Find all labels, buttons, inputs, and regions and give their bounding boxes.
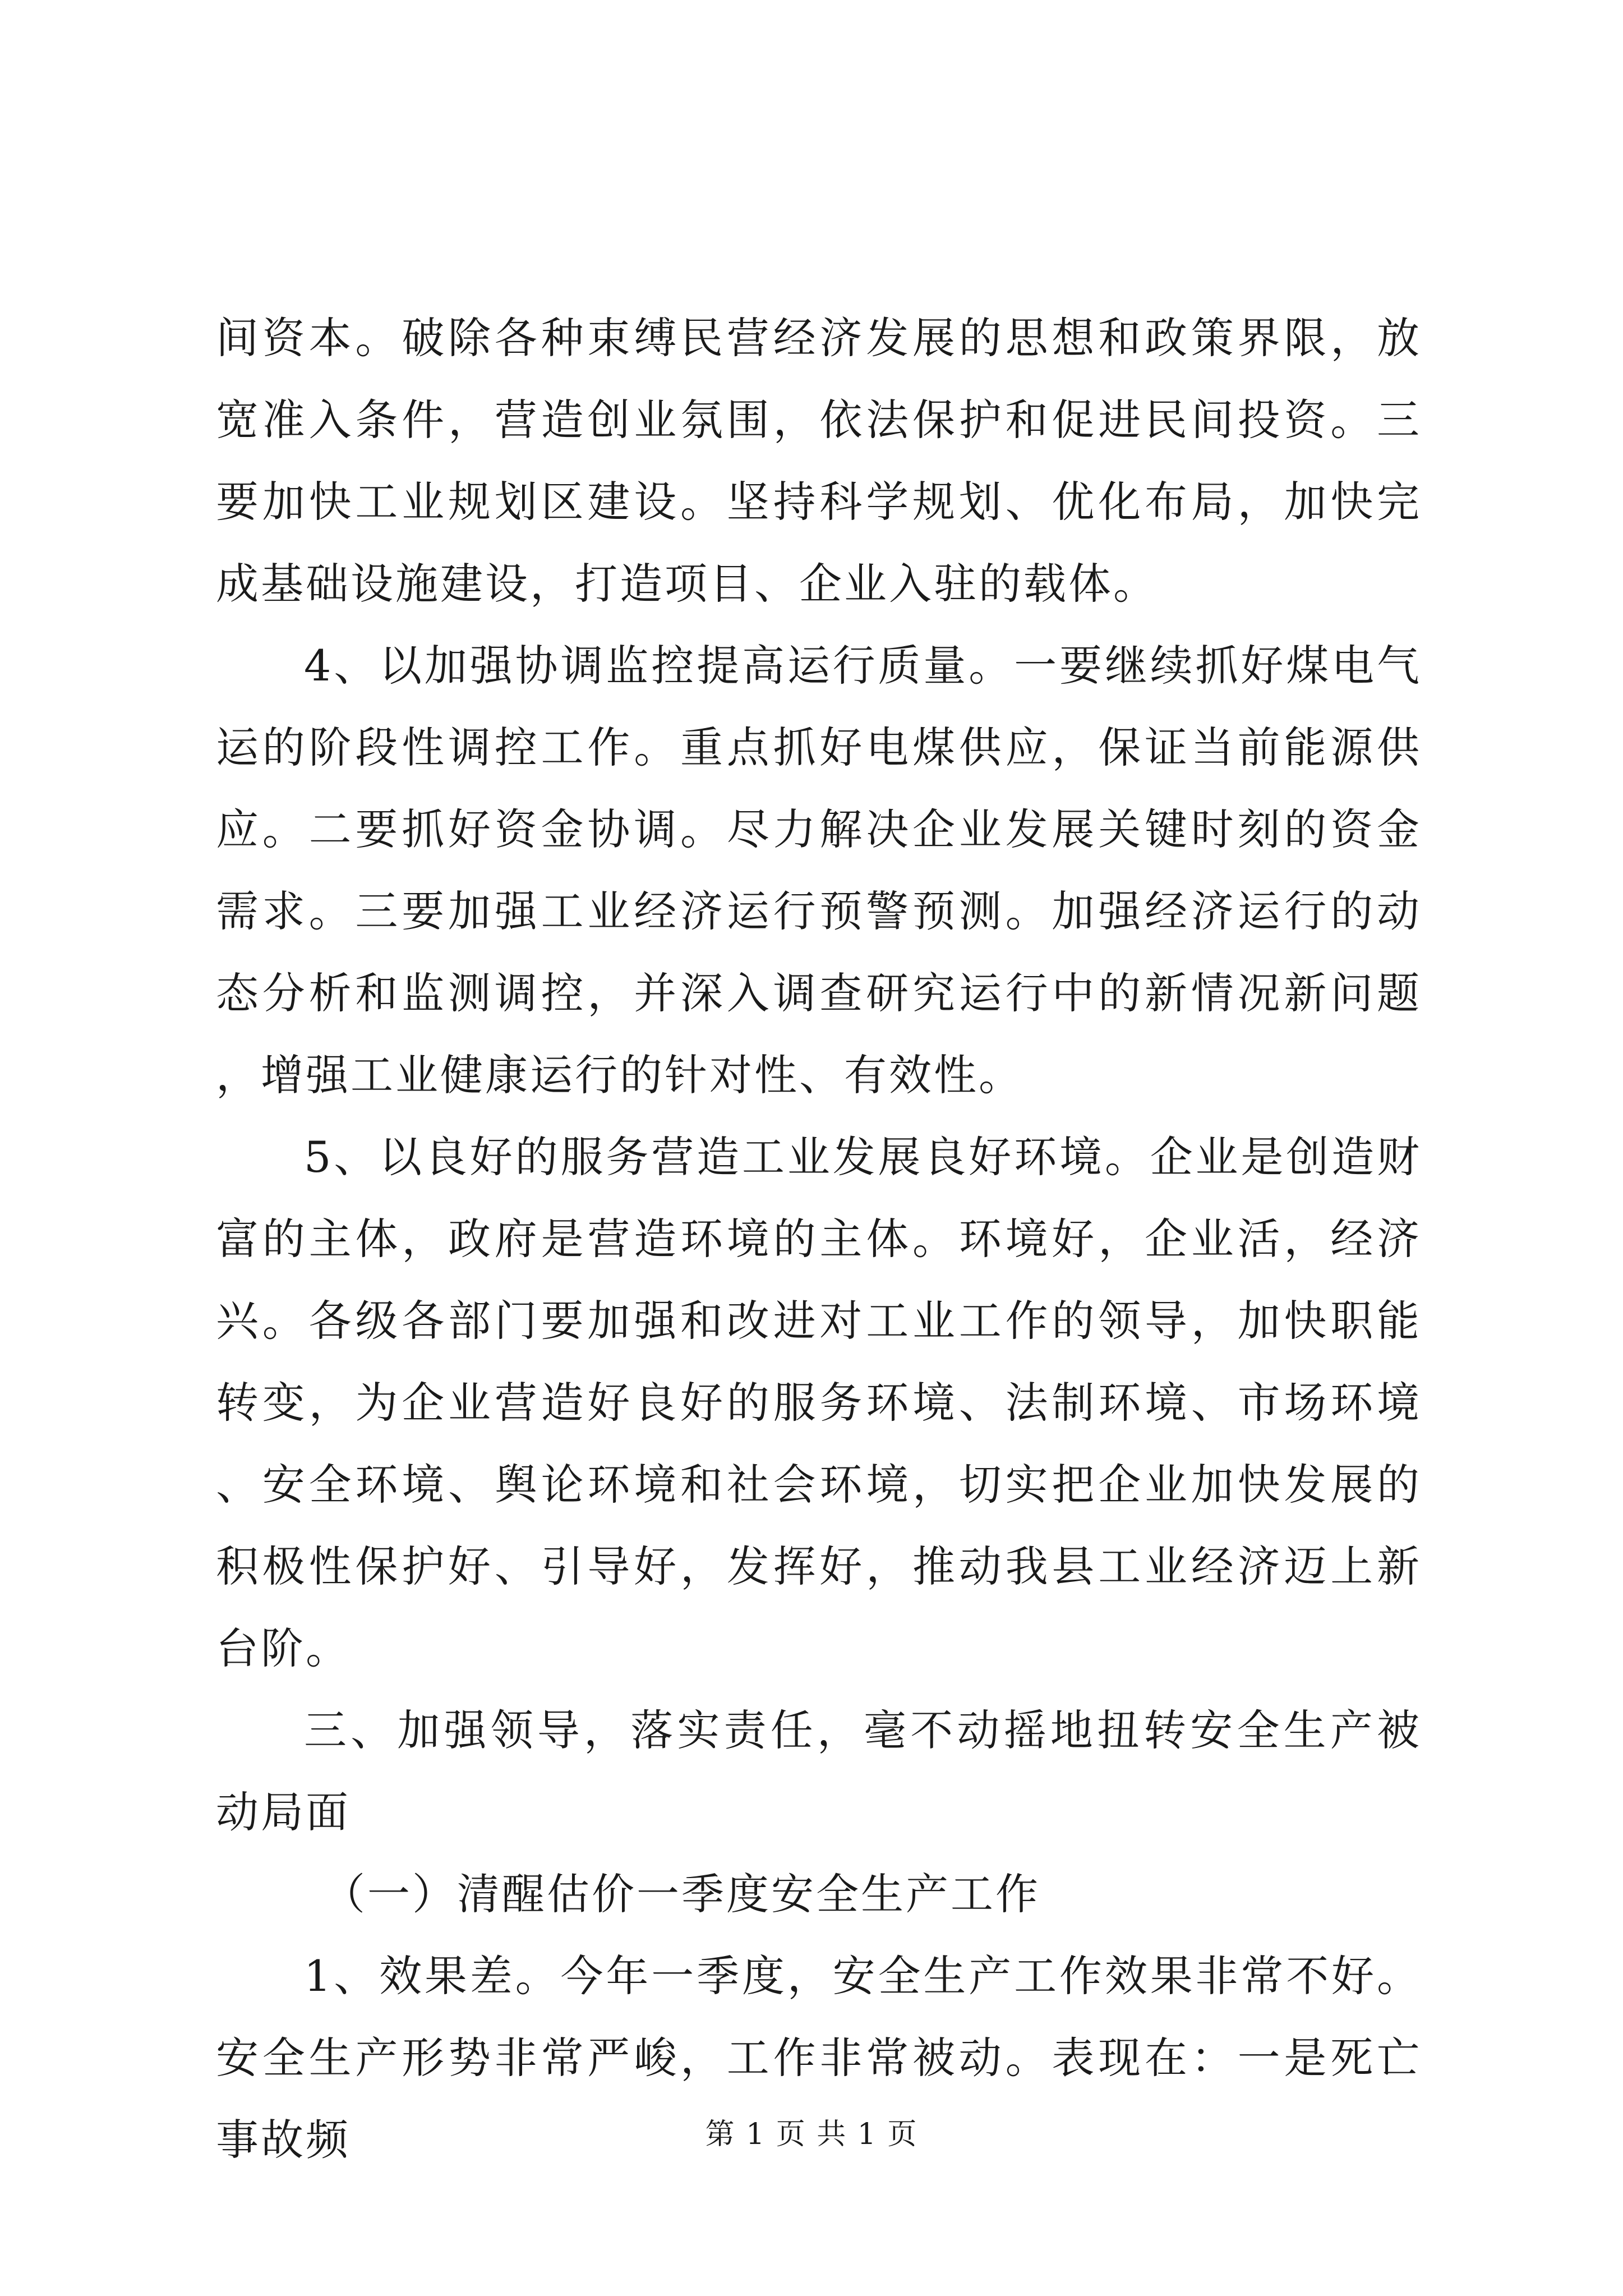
paragraph-continuation: 间资本。破除各种束缚民营经济发展的思想和政策界限，放宽准入条件，营造创业氛围，依法保护和促进民间投资。三要加快工业规划区建设。坚持科学规划、优化布局，加快完成基础设施建设，打造项目、企业入驻的载体。 [216,313,1422,609]
section-heading-3: 三、加强领导，落实责任，毫不动摇地扭转安全生产被动局面 [216,1705,1422,1837]
paragraph-item-4: 4、以加强协调监控提高运行质量。一要继续抓好煤电气运的阶段性调控工作。重点抓好电煤供应，保证当前能源供应。二要抓好资金协调。尽力解决企业发展关键时刻的资金需求。三要加强工业经济运行预警预测。加强经济运行的动态分析和监测调控，并深入调查研究运行中的新情况新问题，增强工业健康运行的针对性、有效性。 [216,641,1422,1100]
document-body [216,297,1422,2181]
paragraph-item-1: 1、效果差。今年一季度，安全生产工作效果非常不好。安全生产形势非常严峻，工作非常被动。表现在：一是死亡事故频 [216,1951,1422,2165]
subsection-heading-1: （一）清醒估价一季度安全生产工作 [322,1869,1040,1919]
paragraph-item-5: 5、以良好的服务营造工业发展良好环境。企业是创造财富的主体，政府是营造环境的主体。环境好，企业活，经济兴。各级各部门要加强和改进对工业工作的领导，加快职能转变，为企业营造好良好的服务环境、法制环境、市场环境、安全环境、舆论环境和社会环境，切实把企业加快发展的积极性保护好、引导好，发挥好，推动我县工业经济迈上新台阶。 [216,1132,1422,1673]
page-footer: 第 1 页 共 1 页 [705,2118,918,2151]
